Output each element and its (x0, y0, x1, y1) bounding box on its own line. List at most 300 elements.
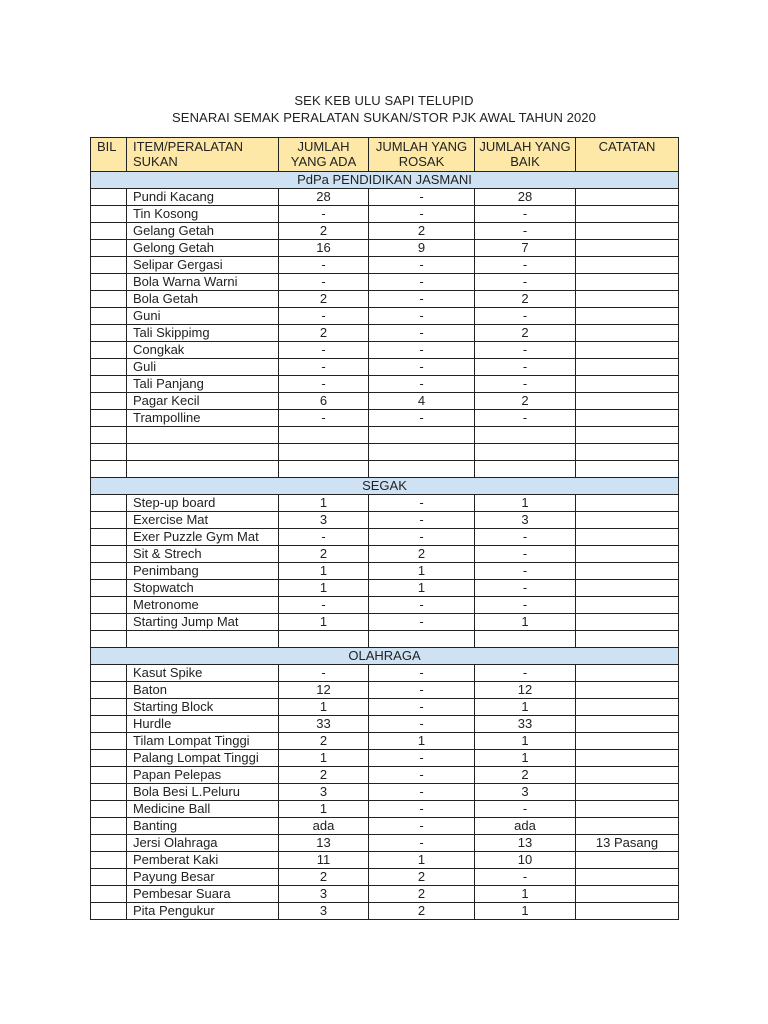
cell-catatan (576, 903, 679, 920)
cell-catatan (576, 495, 679, 512)
cell-jumlah-rosak: - (369, 818, 475, 835)
cell-jumlah-rosak: - (369, 274, 475, 291)
cell-catatan (576, 444, 679, 461)
cell-jumlah-rosak: - (369, 189, 475, 206)
cell-catatan (576, 818, 679, 835)
cell-catatan (576, 546, 679, 563)
cell-item: Pita Pengukur (127, 903, 279, 920)
cell-jumlah-baik: 2 (475, 767, 576, 784)
cell-jumlah-baik: - (475, 529, 576, 546)
table-row (91, 784, 679, 801)
cell-catatan (576, 580, 679, 597)
section-header-row (91, 172, 679, 189)
cell-jumlah-ada: 3 (279, 512, 369, 529)
cell-jumlah-rosak: - (369, 682, 475, 699)
cell-jumlah-ada: 13 (279, 835, 369, 852)
table-row (91, 631, 679, 648)
cell-bil (91, 376, 127, 393)
cell-item: Bola Getah (127, 291, 279, 308)
cell-jumlah-ada (279, 444, 369, 461)
cell-jumlah-rosak: - (369, 699, 475, 716)
cell-jumlah-ada (279, 461, 369, 478)
cell-jumlah-ada: 2 (279, 767, 369, 784)
cell-jumlah-rosak: - (369, 325, 475, 342)
table-row (91, 291, 679, 308)
cell-jumlah-ada: 3 (279, 784, 369, 801)
cell-jumlah-rosak: - (369, 376, 475, 393)
cell-bil (91, 546, 127, 563)
cell-item (127, 461, 279, 478)
cell-bil (91, 563, 127, 580)
table-header-row (91, 138, 679, 172)
table-row (91, 580, 679, 597)
table-row (91, 716, 679, 733)
cell-jumlah-rosak: 2 (369, 223, 475, 240)
cell-catatan (576, 257, 679, 274)
cell-jumlah-baik: - (475, 342, 576, 359)
cell-bil (91, 699, 127, 716)
cell-jumlah-baik: 13 (475, 835, 576, 852)
cell-catatan (576, 410, 679, 427)
cell-jumlah-baik: - (475, 206, 576, 223)
cell-jumlah-ada: 1 (279, 750, 369, 767)
cell-bil (91, 274, 127, 291)
table-row (91, 240, 679, 257)
cell-bil (91, 767, 127, 784)
cell-bil (91, 257, 127, 274)
table-row (91, 393, 679, 410)
table-row (91, 359, 679, 376)
cell-catatan (576, 597, 679, 614)
cell-bil (91, 631, 127, 648)
cell-jumlah-rosak: - (369, 359, 475, 376)
cell-jumlah-ada: - (279, 206, 369, 223)
cell-jumlah-rosak: 1 (369, 852, 475, 869)
table-row (91, 257, 679, 274)
table-row (91, 563, 679, 580)
table-row (91, 903, 679, 920)
table-row (91, 869, 679, 886)
cell-jumlah-rosak: - (369, 291, 475, 308)
cell-catatan (576, 206, 679, 223)
table-row (91, 665, 679, 682)
cell-jumlah-baik: 12 (475, 682, 576, 699)
cell-bil (91, 801, 127, 818)
cell-jumlah-ada: 16 (279, 240, 369, 257)
cell-bil (91, 750, 127, 767)
cell-bil (91, 512, 127, 529)
cell-item (127, 427, 279, 444)
cell-item: Tin Kosong (127, 206, 279, 223)
cell-item: Tilam Lompat Tinggi (127, 733, 279, 750)
cell-jumlah-baik: 28 (475, 189, 576, 206)
cell-jumlah-rosak: - (369, 665, 475, 682)
cell-bil (91, 818, 127, 835)
cell-item: Pembesar Suara (127, 886, 279, 903)
cell-jumlah-ada: 1 (279, 580, 369, 597)
cell-jumlah-baik: - (475, 563, 576, 580)
table-row (91, 750, 679, 767)
cell-catatan (576, 733, 679, 750)
cell-jumlah-baik: 2 (475, 291, 576, 308)
cell-item: Baton (127, 682, 279, 699)
cell-jumlah-ada: - (279, 274, 369, 291)
cell-jumlah-ada: - (279, 665, 369, 682)
table-row (91, 189, 679, 206)
equipment-checklist-table (90, 137, 679, 920)
cell-bil (91, 291, 127, 308)
cell-jumlah-baik: - (475, 257, 576, 274)
table-row (91, 818, 679, 835)
cell-jumlah-baik (475, 461, 576, 478)
cell-bil (91, 835, 127, 852)
cell-jumlah-rosak: - (369, 614, 475, 631)
cell-bil (91, 716, 127, 733)
cell-jumlah-rosak: - (369, 767, 475, 784)
cell-jumlah-baik: 1 (475, 886, 576, 903)
header-bil: BIL (91, 138, 127, 172)
cell-catatan (576, 784, 679, 801)
header-jumlah-baik: JUMLAH YANG BAIK (475, 138, 576, 172)
cell-jumlah-baik: - (475, 597, 576, 614)
cell-jumlah-ada (279, 631, 369, 648)
cell-jumlah-baik: ada (475, 818, 576, 835)
cell-jumlah-baik: 2 (475, 325, 576, 342)
cell-catatan (576, 614, 679, 631)
cell-bil (91, 410, 127, 427)
cell-catatan (576, 631, 679, 648)
cell-jumlah-ada: - (279, 597, 369, 614)
cell-jumlah-baik: 1 (475, 903, 576, 920)
cell-jumlah-rosak (369, 461, 475, 478)
cell-jumlah-rosak: - (369, 206, 475, 223)
cell-catatan (576, 359, 679, 376)
cell-bil (91, 852, 127, 869)
cell-item: Starting Jump Mat (127, 614, 279, 631)
cell-jumlah-ada: 1 (279, 495, 369, 512)
table-row (91, 733, 679, 750)
cell-jumlah-rosak: - (369, 835, 475, 852)
cell-catatan (576, 291, 679, 308)
cell-jumlah-ada: 2 (279, 291, 369, 308)
table-row (91, 682, 679, 699)
cell-bil (91, 359, 127, 376)
cell-item: Gelang Getah (127, 223, 279, 240)
cell-catatan (576, 852, 679, 869)
cell-item: Bola Besi L.Peluru (127, 784, 279, 801)
cell-jumlah-baik: - (475, 546, 576, 563)
cell-catatan (576, 461, 679, 478)
cell-catatan (576, 393, 679, 410)
cell-item (127, 444, 279, 461)
cell-item: Guni (127, 308, 279, 325)
section-title: OLAHRAGA (91, 648, 679, 665)
header-jumlah-rosak: JUMLAH YANG ROSAK (369, 138, 475, 172)
table-row (91, 546, 679, 563)
cell-jumlah-rosak: - (369, 750, 475, 767)
cell-item (127, 631, 279, 648)
table-row (91, 699, 679, 716)
cell-item: Sit & Strech (127, 546, 279, 563)
document-subtitle: SENARAI SEMAK PERALATAN SUKAN/STOR PJK AWAL TAHUN 2020 (172, 110, 596, 125)
table-row (91, 461, 679, 478)
cell-jumlah-rosak: 2 (369, 886, 475, 903)
cell-bil (91, 903, 127, 920)
cell-bil (91, 495, 127, 512)
cell-jumlah-ada: ada (279, 818, 369, 835)
cell-bil (91, 682, 127, 699)
cell-bil (91, 342, 127, 359)
cell-catatan (576, 563, 679, 580)
cell-bil (91, 308, 127, 325)
cell-item: Tali Panjang (127, 376, 279, 393)
cell-bil (91, 869, 127, 886)
cell-bil (91, 886, 127, 903)
table-row (91, 444, 679, 461)
cell-jumlah-rosak (369, 631, 475, 648)
cell-item: Palang Lompat Tinggi (127, 750, 279, 767)
cell-item: Tali Skippimg (127, 325, 279, 342)
header-jumlah-ada: JUMLAH YANG ADA (279, 138, 369, 172)
cell-catatan (576, 699, 679, 716)
cell-bil (91, 461, 127, 478)
cell-catatan (576, 342, 679, 359)
cell-bil (91, 444, 127, 461)
header-item: ITEM/PERALATAN SUKAN (127, 138, 279, 172)
cell-jumlah-baik: 3 (475, 784, 576, 801)
cell-jumlah-rosak: 2 (369, 869, 475, 886)
table-row (91, 852, 679, 869)
cell-jumlah-ada: - (279, 529, 369, 546)
cell-jumlah-baik: 1 (475, 614, 576, 631)
cell-item: Jersi Olahraga (127, 835, 279, 852)
cell-jumlah-rosak: - (369, 410, 475, 427)
cell-jumlah-baik: - (475, 580, 576, 597)
cell-jumlah-rosak: - (369, 512, 475, 529)
cell-jumlah-ada: 6 (279, 393, 369, 410)
cell-jumlah-baik: - (475, 308, 576, 325)
cell-bil (91, 189, 127, 206)
document-title: SEK KEB ULU SAPI TELUPID (294, 93, 474, 108)
table-row (91, 495, 679, 512)
cell-bil (91, 206, 127, 223)
cell-catatan (576, 767, 679, 784)
cell-jumlah-ada: 3 (279, 886, 369, 903)
cell-catatan (576, 750, 679, 767)
cell-item: Pundi Kacang (127, 189, 279, 206)
cell-jumlah-rosak (369, 444, 475, 461)
cell-item: Exercise Mat (127, 512, 279, 529)
cell-bil (91, 529, 127, 546)
cell-jumlah-ada: - (279, 359, 369, 376)
cell-item: Metronome (127, 597, 279, 614)
table-row (91, 597, 679, 614)
cell-catatan (576, 886, 679, 903)
cell-jumlah-baik: 1 (475, 699, 576, 716)
cell-catatan (576, 682, 679, 699)
cell-bil (91, 393, 127, 410)
cell-catatan (576, 274, 679, 291)
cell-item: Congkak (127, 342, 279, 359)
cell-bil (91, 597, 127, 614)
cell-jumlah-rosak: 9 (369, 240, 475, 257)
cell-jumlah-ada (279, 427, 369, 444)
cell-jumlah-baik: 1 (475, 733, 576, 750)
header-catatan: CATATAN (576, 138, 679, 172)
cell-jumlah-ada: 3 (279, 903, 369, 920)
cell-catatan (576, 376, 679, 393)
cell-item: Medicine Ball (127, 801, 279, 818)
cell-jumlah-ada: - (279, 342, 369, 359)
cell-jumlah-rosak: - (369, 308, 475, 325)
cell-catatan: 13 Pasang (576, 835, 679, 852)
cell-jumlah-baik: 33 (475, 716, 576, 733)
cell-item: Starting Block (127, 699, 279, 716)
cell-jumlah-baik: 3 (475, 512, 576, 529)
cell-item: Payung Besar (127, 869, 279, 886)
cell-item: Step-up board (127, 495, 279, 512)
cell-item: Hurdle (127, 716, 279, 733)
section-title: SEGAK (91, 478, 679, 495)
cell-item: Selipar Gergasi (127, 257, 279, 274)
cell-item: Trampolline (127, 410, 279, 427)
cell-jumlah-ada: - (279, 257, 369, 274)
cell-jumlah-rosak (369, 427, 475, 444)
cell-jumlah-baik: 7 (475, 240, 576, 257)
cell-jumlah-rosak: - (369, 801, 475, 818)
table-row (91, 410, 679, 427)
cell-jumlah-baik: - (475, 665, 576, 682)
cell-jumlah-rosak: 4 (369, 393, 475, 410)
table-row (91, 223, 679, 240)
cell-bil (91, 325, 127, 342)
cell-item: Guli (127, 359, 279, 376)
cell-jumlah-rosak: 1 (369, 563, 475, 580)
cell-jumlah-ada: - (279, 376, 369, 393)
cell-item: Banting (127, 818, 279, 835)
cell-catatan (576, 665, 679, 682)
cell-item: Bola Warna Warni (127, 274, 279, 291)
cell-item: Stopwatch (127, 580, 279, 597)
cell-jumlah-rosak: - (369, 529, 475, 546)
table-row (91, 767, 679, 784)
cell-jumlah-baik: - (475, 223, 576, 240)
cell-jumlah-rosak: - (369, 784, 475, 801)
cell-jumlah-rosak: - (369, 716, 475, 733)
cell-item: Pagar Kecil (127, 393, 279, 410)
section-title: PdPa PENDIDIKAN JASMANI (91, 172, 679, 189)
table-row (91, 835, 679, 852)
cell-catatan (576, 240, 679, 257)
cell-jumlah-baik: 1 (475, 750, 576, 767)
cell-jumlah-ada: 2 (279, 733, 369, 750)
cell-jumlah-rosak: - (369, 257, 475, 274)
cell-jumlah-rosak: - (369, 495, 475, 512)
table-row (91, 801, 679, 818)
cell-jumlah-baik: - (475, 274, 576, 291)
cell-jumlah-baik: 1 (475, 495, 576, 512)
cell-item: Papan Pelepas (127, 767, 279, 784)
table-row (91, 529, 679, 546)
cell-jumlah-ada: 2 (279, 546, 369, 563)
cell-item: Penimbang (127, 563, 279, 580)
cell-jumlah-ada: 1 (279, 699, 369, 716)
cell-bil (91, 223, 127, 240)
table-row (91, 512, 679, 529)
table-row (91, 325, 679, 342)
cell-jumlah-baik (475, 631, 576, 648)
cell-jumlah-ada: 28 (279, 189, 369, 206)
cell-jumlah-rosak: - (369, 342, 475, 359)
table-row (91, 886, 679, 903)
cell-bil (91, 733, 127, 750)
cell-jumlah-baik: - (475, 869, 576, 886)
cell-catatan (576, 529, 679, 546)
table-row (91, 614, 679, 631)
cell-jumlah-rosak: 1 (369, 580, 475, 597)
cell-bil (91, 580, 127, 597)
cell-jumlah-baik: - (475, 410, 576, 427)
section-header-row (91, 478, 679, 495)
cell-bil (91, 665, 127, 682)
table-row (91, 274, 679, 291)
cell-jumlah-rosak: 2 (369, 546, 475, 563)
cell-jumlah-ada: 2 (279, 869, 369, 886)
cell-catatan (576, 308, 679, 325)
cell-catatan (576, 801, 679, 818)
cell-jumlah-ada: 11 (279, 852, 369, 869)
table-row (91, 342, 679, 359)
table-row (91, 308, 679, 325)
cell-jumlah-ada: 2 (279, 223, 369, 240)
cell-catatan (576, 869, 679, 886)
cell-item: Kasut Spike (127, 665, 279, 682)
cell-jumlah-baik: - (475, 376, 576, 393)
section-header-row (91, 648, 679, 665)
cell-jumlah-rosak: 2 (369, 903, 475, 920)
cell-catatan (576, 512, 679, 529)
cell-catatan (576, 716, 679, 733)
cell-catatan (576, 223, 679, 240)
table-row (91, 427, 679, 444)
table-row (91, 376, 679, 393)
cell-bil (91, 614, 127, 631)
cell-catatan (576, 325, 679, 342)
cell-bil (91, 784, 127, 801)
cell-bil (91, 240, 127, 257)
cell-jumlah-ada: 1 (279, 801, 369, 818)
cell-jumlah-ada: - (279, 410, 369, 427)
cell-jumlah-baik: - (475, 801, 576, 818)
cell-jumlah-ada: - (279, 308, 369, 325)
cell-bil (91, 427, 127, 444)
cell-jumlah-rosak: - (369, 597, 475, 614)
cell-jumlah-baik: - (475, 359, 576, 376)
cell-item: Pemberat Kaki (127, 852, 279, 869)
cell-jumlah-ada: 2 (279, 325, 369, 342)
cell-item: Gelong Getah (127, 240, 279, 257)
cell-jumlah-ada: 1 (279, 614, 369, 631)
cell-jumlah-rosak: 1 (369, 733, 475, 750)
cell-item: Exer Puzzle Gym Mat (127, 529, 279, 546)
table-row (91, 206, 679, 223)
cell-jumlah-baik: 2 (475, 393, 576, 410)
cell-jumlah-ada: 1 (279, 563, 369, 580)
cell-jumlah-baik: 10 (475, 852, 576, 869)
cell-catatan (576, 189, 679, 206)
cell-jumlah-ada: 12 (279, 682, 369, 699)
cell-jumlah-ada: 33 (279, 716, 369, 733)
